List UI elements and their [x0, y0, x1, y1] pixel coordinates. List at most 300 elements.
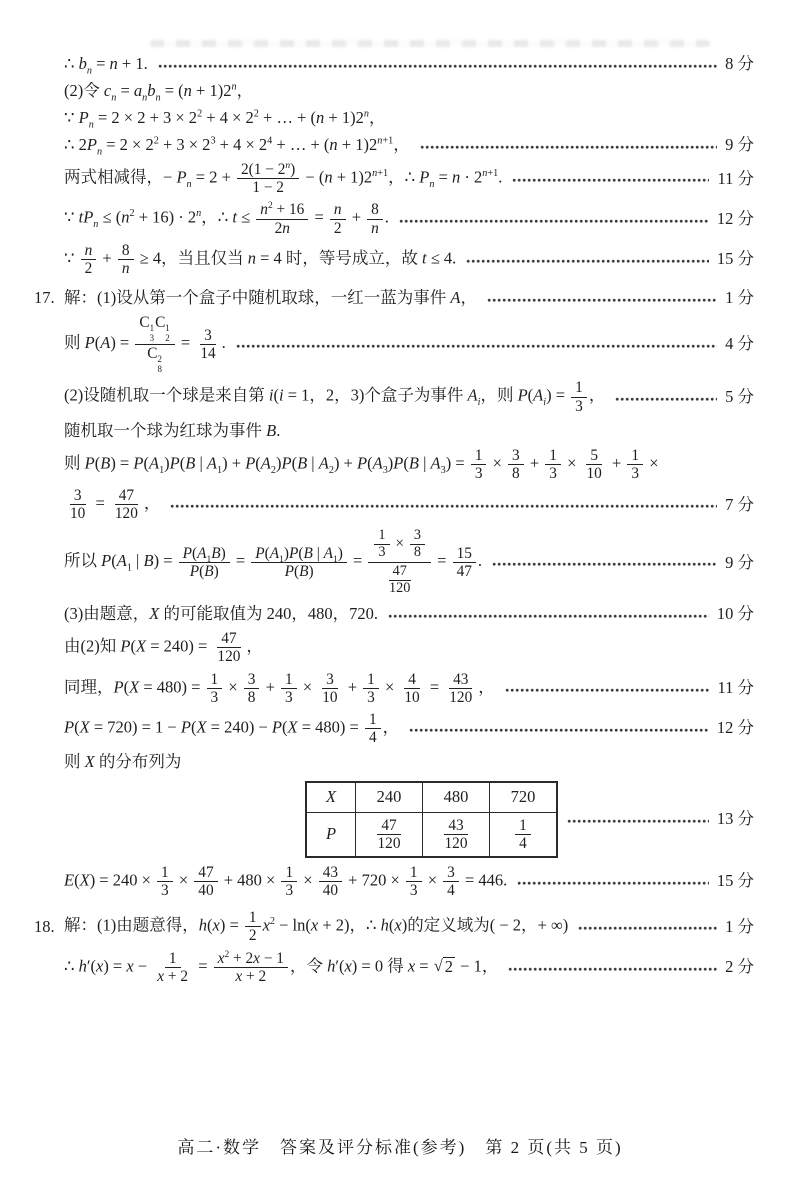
math-variable: n — [93, 219, 99, 231]
math-variable: i — [278, 385, 284, 405]
fraction-numerator: 8 — [118, 242, 134, 260]
fraction-denominator: 120 — [377, 834, 401, 852]
dotted-leader — [409, 727, 709, 734]
fraction — [319, 864, 342, 899]
math-variable: P — [419, 167, 430, 187]
table-header-cell — [307, 783, 356, 812]
score-label: 15 分 — [716, 871, 754, 891]
fraction-denominator: x + 2 — [157, 967, 189, 985]
fraction-denominator: 8 — [413, 544, 421, 561]
math-variable: n — [324, 167, 333, 187]
problem-number: 18. — [34, 916, 55, 936]
fraction — [508, 447, 524, 482]
math-variable: B — [185, 453, 196, 473]
math-variable: n — [231, 81, 237, 93]
subscript: 1 — [217, 464, 223, 476]
fraction-numerator: 47 — [389, 564, 411, 581]
solution-line — [64, 378, 754, 415]
superscript: 2 — [269, 916, 275, 928]
fraction — [66, 487, 89, 522]
math-variable: n — [377, 135, 383, 147]
solution-expression: 解：(1)由题意得，h(x) = $\frac{1}{2}$ $x^2 - \ln(x + 2)$，∴ h(x)的定义域为( − 2，+ ∞) — [64, 909, 569, 945]
math-variable: n — [86, 65, 92, 77]
fraction — [194, 864, 217, 899]
math-variable: B — [303, 545, 313, 563]
answer-content — [34, 52, 754, 989]
math-variable: n — [429, 178, 435, 190]
math-variable: n — [111, 92, 117, 104]
fraction-denominator: 4 — [519, 834, 527, 852]
solution-expression: 解：(1)设从第一个盒子中随机取球，一红一蓝为事件 A， — [64, 287, 477, 307]
fraction-numerator: 1 — [245, 909, 261, 927]
subscript: 3 — [440, 464, 446, 476]
math-variable: P — [284, 563, 294, 581]
fraction — [214, 950, 288, 985]
fraction-denominator: 120 — [389, 580, 411, 597]
superscript: 2 — [224, 949, 230, 960]
lower-index: 8 — [157, 363, 162, 374]
solution-expression: 同理，P(X = 480) = $\frac{1}{3}$ × $\frac{3}{8}$ + $\frac{1}{3}$ × $\frac{3}{10}$ + $\frac{1}{3}$ × $\frac{4}{10}$ = $\frac{43}{120}$ ， — [64, 670, 495, 706]
superscript: n+1 — [482, 167, 499, 179]
fraction — [368, 527, 431, 598]
subscript — [93, 219, 98, 230]
fraction-denominator: 2 — [333, 219, 342, 237]
math-variable: n — [142, 92, 148, 104]
combination-indices — [157, 355, 161, 374]
dotted-leader — [567, 818, 709, 825]
math-variable: A — [372, 453, 383, 473]
fraction-numerator: 43 — [319, 864, 342, 882]
math-variable: P — [289, 545, 299, 563]
solution-line — [64, 750, 754, 774]
score-label: 9 分 — [725, 552, 754, 572]
dotted-leader — [492, 561, 717, 568]
dotted-leader — [517, 880, 709, 887]
distribution-table — [306, 782, 557, 857]
math-variable: X — [79, 870, 90, 890]
fraction — [153, 950, 192, 985]
fraction-numerator: 3 — [200, 327, 216, 345]
math-variable: P — [113, 677, 124, 697]
dotted-leader — [158, 63, 717, 70]
math-variable: A — [450, 287, 461, 307]
fraction — [251, 545, 347, 580]
math-variable: A — [269, 545, 280, 563]
solution-line — [64, 133, 754, 157]
upper-index: 1 — [149, 323, 155, 334]
superscript: 2 — [253, 108, 259, 120]
fraction-denominator: 3 — [631, 464, 640, 482]
fraction-denominator — [118, 260, 134, 277]
math-variable: A — [206, 453, 218, 473]
math-variable: A — [148, 453, 160, 473]
fraction — [196, 327, 219, 362]
dotted-leader — [487, 297, 717, 304]
math-variable: n — [183, 80, 192, 100]
superscript — [364, 108, 369, 119]
dotted-leader — [466, 258, 709, 265]
fraction-denominator: 4 — [447, 882, 455, 900]
fraction-denominator: x + 2 — [235, 967, 267, 985]
score-label: 15 分 — [716, 249, 754, 269]
math-variable: P — [393, 453, 404, 473]
solution-expression: ∴ $2P_n = 2 \times 2^2 + 3 \times 2^3 + 4 \times 2^4$ + … + $(n + 1)2^{n+1}$， — [64, 134, 410, 158]
page-footer: 高二·数学 答案及评分标准(参考) 第 2 页(共 5 页) — [177, 1138, 623, 1158]
fraction-numerator: 3 — [322, 671, 338, 689]
solution-line — [64, 52, 754, 76]
fraction-denominator: 14 — [200, 344, 216, 362]
solution-expression: E(X) = 240 × $\frac{1}{3}$ × $\frac{47}{40}$ + 480 × $\frac{1}{3}$ × $\frac{43}{40}$ + 720 × $\frac{1}{3}$ × $\frac{3}{4}$ = 446. — [64, 863, 508, 900]
math-variable: x — [126, 956, 134, 976]
fraction-numerator: 1 — [627, 447, 643, 465]
math-variable: h — [198, 915, 207, 935]
math-variable: tP — [78, 207, 94, 227]
dotted-leader — [512, 177, 709, 184]
fraction — [410, 528, 425, 561]
fraction — [179, 545, 230, 580]
solution-expression: ∴ h′(x) = x − $\frac{1}{x + 2}$ = $\frac{x^2 + 2x - 1}{x + 2}$ ，令 h′(x) = 0 得 x = √ 2 − 1， — [64, 949, 499, 985]
fraction — [118, 242, 134, 277]
fraction-numerator: 5 — [586, 447, 602, 465]
table-value-cell: 720 — [490, 783, 557, 812]
math-variable: A — [467, 385, 478, 405]
fraction-denominator: 10 — [322, 688, 338, 706]
subscript: 1 — [159, 464, 165, 476]
solution-line — [64, 710, 754, 747]
score-label: 4 分 — [725, 334, 754, 354]
fraction — [515, 817, 531, 852]
solution-expression: 则 $P(B) = P(A_1)P(B$ | $A_1) + P(A_2)P(B$ | $A_2) + P(A_3)P(B$ | $A_3$) = $\frac{1}{3}$ × $\frac{3}{8}$ + $\frac{1}{3}$ × $\frac{5}{10}$ + $\frac{1}{3}$ × — [64, 446, 659, 482]
math-variable: n — [109, 53, 118, 73]
fraction-denominator: 3 — [367, 688, 375, 706]
solution-line — [64, 313, 754, 375]
math-variable: x — [262, 915, 270, 935]
solution-line — [34, 286, 754, 310]
solution-expression: 两式相减得，− $P_n = 2$ + $\frac{2(1 - 2^n)}{1 - 2}$ − $(n + 1)2^{n+1}$，∴ $P_n = n \cdot 2^{n+1}$. — [64, 160, 503, 197]
dotted-leader — [578, 925, 717, 932]
fraction-numerator: 1 — [157, 864, 173, 882]
math-variable: X — [325, 787, 337, 807]
solution-expression: $\frac{3}{10}$ = $\frac{47}{120}$ ， — [64, 486, 160, 523]
fraction-numerator: 3 — [443, 864, 459, 882]
math-variable: A — [430, 453, 441, 473]
fraction-denominator: C 2 8 — [147, 344, 162, 374]
math-variable: n — [482, 167, 488, 179]
math-variable: x — [217, 949, 225, 967]
subscript: 1 — [279, 555, 284, 566]
fraction — [400, 671, 423, 706]
solution-expression: 则 P(A) = C 1 3 C 1 2 C 2 8 = $\frac{3}{14}$ . — [64, 314, 226, 374]
math-variable: B — [204, 563, 214, 581]
solution-expression: 所以 $P(A_1$ | B) = $\frac{P(A_1B)}{P(B)}$ = $\frac{P(A_1)P(B | A_1)}{P(B)}$ = $\frac{1}{3}$ × $\frac{3}{8}$ $\frac{47}{120}$ = $\frac{15}{47}$ . — [64, 527, 483, 597]
math-variable: n — [196, 208, 202, 220]
math-variable: n — [282, 219, 290, 237]
fraction — [245, 909, 261, 944]
fraction-numerator: $n^2 + 16$ — [256, 201, 308, 219]
combination-indices — [150, 324, 154, 343]
fraction-numerator: 47 — [217, 630, 240, 648]
problem-number: 17. — [34, 287, 55, 307]
lower-index: 3 — [149, 333, 155, 344]
fraction-numerator: C 1 3 C 1 2 — [135, 314, 174, 345]
math-variable: P — [245, 453, 256, 473]
fraction-denominator: 4 — [368, 729, 377, 747]
math-variable: c — [103, 80, 112, 100]
math-variable: A — [116, 551, 127, 571]
fraction — [281, 864, 297, 899]
score-label: 1 分 — [725, 916, 754, 936]
math-variable: i — [543, 397, 547, 409]
math-variable: n — [363, 108, 369, 120]
math-variable: P — [176, 167, 187, 187]
table-row — [307, 812, 557, 856]
solution-line — [64, 486, 754, 523]
upper-index: 2 — [157, 354, 162, 365]
math-variable: A — [197, 545, 207, 563]
table-value-cell — [356, 812, 423, 856]
math-variable: A — [100, 332, 111, 352]
fraction — [363, 671, 379, 706]
fraction-denominator: 2 — [248, 927, 257, 945]
math-variable: X — [149, 604, 160, 624]
fraction-denominator: 3 — [474, 464, 483, 482]
fraction-denominator: 8 — [512, 464, 520, 482]
math-variable: x — [253, 949, 260, 967]
table-value-cell — [490, 812, 557, 856]
score-label: 12 分 — [716, 718, 754, 738]
subscript — [89, 119, 94, 130]
fraction-numerator: 1 — [165, 950, 181, 968]
math-variable: h — [78, 956, 87, 976]
lower-index: 2 — [165, 333, 170, 344]
solution-expression: (2)设随机取一个球是来自第 i(i = 1，2，3)个盒子为事件 $A_i$，则 $P(A_i)$ = $\frac{1}{3}$ ， — [64, 379, 606, 415]
fraction-numerator: 8 — [367, 201, 383, 219]
solution-expression: ∵ $P_n = 2 \times 2 + 3 \times 2^2 + 4 \times 2^2$ + … + $(n + 1)2^n$， — [64, 107, 386, 131]
math-variable: X — [135, 636, 147, 656]
fraction-denominator: 10 — [70, 505, 86, 523]
fraction-numerator: $\frac{1}{3}$ × $\frac{3}{8}$ — [368, 527, 431, 563]
subscript — [87, 65, 92, 76]
fraction — [627, 447, 643, 482]
fraction-numerator: 3 — [70, 487, 86, 505]
dotted-leader — [505, 687, 710, 694]
distribution-table-row — [64, 782, 754, 857]
solution-line — [64, 241, 754, 278]
subscript: 1 — [126, 562, 132, 574]
math-variable: b — [78, 53, 87, 73]
fraction-numerator: 1 — [207, 671, 223, 689]
combination-indices — [165, 324, 169, 343]
math-variable: P — [78, 107, 89, 127]
math-variable: B — [100, 453, 111, 473]
math-variable: n — [452, 167, 461, 187]
math-variable: n — [121, 259, 130, 277]
math-variable: x — [212, 915, 220, 935]
fraction-numerator: 3 — [410, 528, 425, 545]
fraction-numerator: $P(A_1)P(B$ | $A_1$) — [251, 545, 347, 563]
table-value-cell: 480 — [423, 783, 490, 812]
fraction-denominator: 3 — [161, 882, 169, 900]
fraction-denominator — [367, 220, 383, 237]
fraction-denominator: 3 — [285, 688, 293, 706]
dotted-leader — [236, 343, 717, 350]
math-variable: x — [344, 956, 352, 976]
fraction-numerator: $x^2 + 2x - 1$ — [214, 950, 288, 968]
fraction-denominator: 120 — [114, 505, 138, 523]
fraction-numerator: 1 — [471, 447, 487, 465]
fraction-numerator: 47 — [194, 864, 217, 882]
math-variable: n — [96, 146, 103, 158]
math-variable: n — [88, 119, 94, 131]
math-variable: X — [196, 717, 207, 737]
math-variable: n — [121, 207, 130, 227]
fraction-denominator: 3 — [210, 688, 219, 706]
solution-line — [64, 863, 754, 900]
solution-expression: 则 X 的分布列为 — [64, 752, 182, 772]
table-value-cell — [423, 812, 490, 856]
subscript: 2 — [328, 464, 334, 476]
solution-expression: ∴ $b_n = n + 1$. — [64, 53, 148, 77]
solution-expression: 由(2)知 P(X = 240) = $\frac{47}{120}$ ， — [64, 630, 263, 666]
fraction — [545, 447, 561, 482]
fraction-denominator: 10 — [586, 464, 602, 482]
fraction-numerator: 1 — [545, 447, 561, 465]
superscript: n+1 — [372, 167, 389, 179]
fraction — [281, 671, 297, 706]
math-variable: P — [189, 563, 200, 581]
math-variable: P — [180, 717, 191, 737]
math-variable: n — [260, 201, 268, 219]
solution-expression: ∵ $\frac{n}{2}$ + $\frac{8}{n}$ ≥ 4，当且仅当 n = 4 时，等号成立，故 t ≤ 4. — [64, 241, 457, 277]
superscript: 2 — [267, 201, 273, 212]
math-variable: n — [186, 178, 192, 190]
fraction-denominator: 120 — [444, 834, 468, 852]
fraction — [406, 864, 422, 899]
superscript: 4 — [267, 135, 273, 147]
math-variable: B — [297, 453, 308, 473]
fraction — [318, 671, 341, 706]
fraction — [207, 671, 223, 706]
fraction — [374, 817, 405, 852]
math-variable: i — [477, 397, 481, 409]
fraction-numerator — [81, 242, 97, 260]
math-variable: B — [408, 453, 419, 473]
solution-line — [64, 602, 754, 626]
score-label: 2 分 — [725, 957, 754, 977]
score-label: 13 分 — [716, 809, 754, 829]
math-variable: P — [86, 134, 97, 154]
score-label: 12 分 — [716, 208, 754, 228]
superscript: 2 — [197, 108, 203, 120]
fraction-numerator: 1 — [281, 864, 297, 882]
solution-line — [64, 419, 754, 443]
radical-sign: √ — [433, 956, 443, 976]
fraction-numerator: 4 — [404, 671, 420, 689]
superscript — [285, 161, 290, 171]
solution-expression: P(X = 720) = 1 − P(X = 240) − P(X = 480) = $\frac{1}{4}$ ， — [64, 710, 400, 747]
fraction — [445, 671, 476, 706]
fraction-denominator: 3 — [409, 882, 418, 900]
fraction-denominator: 40 — [322, 882, 339, 900]
math-variable: P — [517, 385, 528, 405]
math-variable: t — [422, 248, 427, 268]
fraction — [81, 242, 97, 277]
scan-artifact — [150, 40, 710, 47]
math-variable: n — [84, 241, 93, 259]
fraction-denominator: 10 — [404, 688, 420, 706]
math-variable: t — [232, 207, 237, 227]
math-variable: P — [120, 636, 131, 656]
math-variable: P — [255, 545, 265, 563]
subscript: 1 — [206, 555, 212, 566]
table-header-cell — [307, 812, 356, 856]
math-variable: h — [327, 956, 336, 976]
math-variable: n — [316, 107, 325, 127]
math-variable: A — [323, 545, 333, 563]
math-variable: P — [357, 453, 368, 473]
fraction — [453, 545, 476, 580]
fraction-denominator: 1 − 2 — [252, 179, 284, 197]
math-variable: P — [281, 453, 292, 473]
math-variable: x — [95, 956, 104, 976]
math-variable: X — [84, 752, 95, 772]
solution-line — [64, 79, 754, 103]
math-variable: P — [64, 717, 75, 737]
math-variable: h — [380, 915, 389, 935]
fraction-numerator: 1 — [363, 671, 379, 689]
superscript: 2 — [129, 208, 135, 220]
subscript: 3 — [382, 464, 388, 476]
math-variable: B — [299, 563, 309, 581]
math-variable: P — [84, 453, 95, 473]
fraction-denominator: 2n — [274, 219, 290, 237]
math-variable: a — [133, 80, 143, 100]
fraction-numerator: 3 — [244, 671, 260, 689]
solution-line — [64, 526, 754, 599]
superscript: 2 — [153, 135, 159, 147]
upper-index: 1 — [165, 323, 170, 334]
solution-line — [64, 949, 754, 986]
math-variable: A — [318, 453, 329, 473]
fraction-numerator: 15 — [453, 545, 476, 563]
solution-line — [64, 629, 754, 666]
solution-expression: (2)令 $c_n = a_nb_n = (n + 1)2^n$， — [64, 80, 254, 104]
fraction-numerator: 47 — [115, 487, 138, 505]
fraction — [237, 161, 299, 196]
superscript — [196, 208, 201, 219]
math-variable: E — [64, 870, 75, 890]
fraction — [365, 711, 381, 746]
fraction — [471, 447, 487, 482]
fraction-numerator — [330, 201, 346, 219]
score-label: 10 分 — [716, 604, 754, 624]
subscript — [111, 92, 116, 103]
fraction-denominator — [379, 563, 420, 598]
fraction — [256, 201, 308, 236]
dotted-leader — [170, 503, 717, 510]
fraction-denominator: 47 — [456, 563, 472, 581]
solution-expression: ∵ $tP_n \le (n^2 + 16) \cdot 2^n$，∴ t ≤ $\frac{n^2 + 16}{2n}$ = $\frac{n}{2}$ + $\frac{8}{n}$ . — [64, 201, 389, 237]
fraction — [213, 630, 244, 665]
math-variable: B — [266, 420, 277, 440]
math-variable: n — [329, 134, 338, 154]
fraction-numerator: $2(1 - 2^n)$ — [237, 161, 299, 179]
math-variable: n — [372, 167, 378, 179]
fraction — [330, 201, 346, 236]
dotted-leader — [615, 396, 717, 403]
fraction-numerator: $P(A_1B)$ — [179, 545, 230, 563]
fraction-numerator: 1 — [406, 864, 422, 882]
